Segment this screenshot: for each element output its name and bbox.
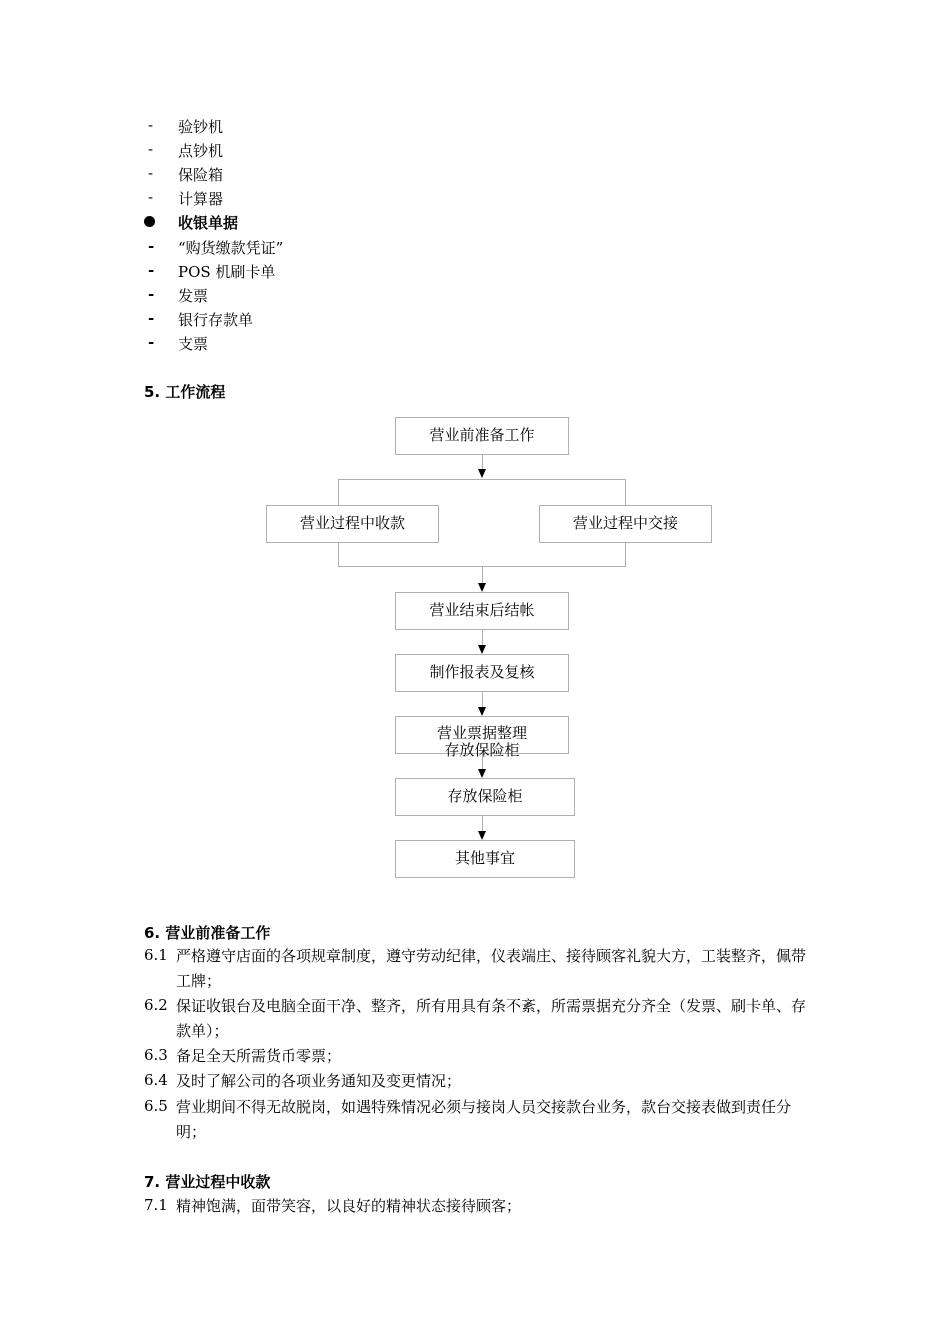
list-marker: -	[148, 333, 155, 351]
list-item: 支票	[178, 335, 209, 353]
item-number: 6.2	[144, 996, 168, 1014]
list-item: 计算器	[178, 190, 224, 208]
list-item: 保险箱	[178, 166, 224, 184]
flow-step-other: 其他事宜	[395, 840, 575, 878]
list-item: “购货缴款凭证”	[178, 239, 284, 257]
flow-step-settle: 营业结束后结帐	[395, 592, 569, 630]
item-number: 6.4	[144, 1071, 168, 1089]
connector	[625, 479, 626, 505]
connector	[338, 479, 626, 480]
arrow-down-icon	[478, 469, 486, 478]
list-item: 精神饱满，面带笑容，以良好的精神状态接待顾客；	[176, 1197, 522, 1215]
item-number: 6.1	[144, 946, 168, 964]
section-7-title: 7. 营业过程中收款	[144, 1173, 271, 1191]
arrow-down-icon	[478, 645, 486, 654]
list-item: 营业期间不得无故脱岗，如遇特殊情况必须与接岗人员交接款台业务，款台交接表做到责任分明；	[176, 1098, 792, 1141]
list-item: 验钞机	[178, 118, 224, 136]
list-item: 发票	[178, 287, 209, 305]
list-marker: -	[148, 164, 154, 182]
list-item: 银行存款单	[178, 311, 254, 329]
list-marker: -	[148, 116, 154, 134]
section-5-title: 5. 工作流程	[144, 383, 226, 401]
flow-step-store: 存放保险柜	[395, 778, 575, 816]
list-item: 点钞机	[178, 142, 224, 160]
item-number: 7.1	[144, 1196, 168, 1214]
list-marker: -	[148, 140, 154, 158]
list-item: 及时了解公司的各项业务通知及变更情况；	[176, 1072, 462, 1090]
connector	[625, 542, 626, 567]
arrow-down-icon	[478, 707, 486, 716]
flow-step-sort: 营业票据整理 存放保险柜	[395, 716, 569, 754]
arrow-down-icon	[478, 583, 486, 592]
flow-step-collect: 营业过程中收款	[266, 505, 439, 543]
flow-step-prepare: 营业前准备工作	[395, 417, 569, 455]
list-marker: -	[148, 285, 155, 303]
list-marker: -	[148, 237, 155, 255]
item-number: 6.3	[144, 1046, 168, 1064]
list-item: 备足全天所需货币零票；	[176, 1047, 342, 1065]
arrow-down-icon	[478, 831, 486, 840]
list-marker: -	[148, 309, 155, 327]
flow-step-report: 制作报表及复核	[395, 654, 569, 692]
connector	[338, 542, 339, 567]
connector	[338, 479, 339, 505]
list-marker: -	[148, 261, 155, 279]
item-number: 6.5	[144, 1097, 168, 1115]
receipts-title: 收银单据	[178, 214, 239, 232]
arrow-down-icon	[478, 769, 486, 778]
list-marker: -	[148, 188, 154, 206]
list-item: 严格遵守店面的各项规章制度，遵守劳动纪律，仪表端庄、接待顾客礼貌大方，工装整齐，佩带工牌；	[176, 947, 807, 990]
list-item: 保证收银台及电脑全面干净、整齐，所有用具有条不紊，所需票据充分齐全（发票、刷卡单、存款单）；	[176, 997, 807, 1040]
bullet-icon	[144, 216, 155, 227]
section-6-title: 6. 营业前准备工作	[144, 924, 271, 942]
list-item: POS 机刷卡单	[178, 263, 276, 281]
flow-step-handover: 营业过程中交接	[539, 505, 712, 543]
